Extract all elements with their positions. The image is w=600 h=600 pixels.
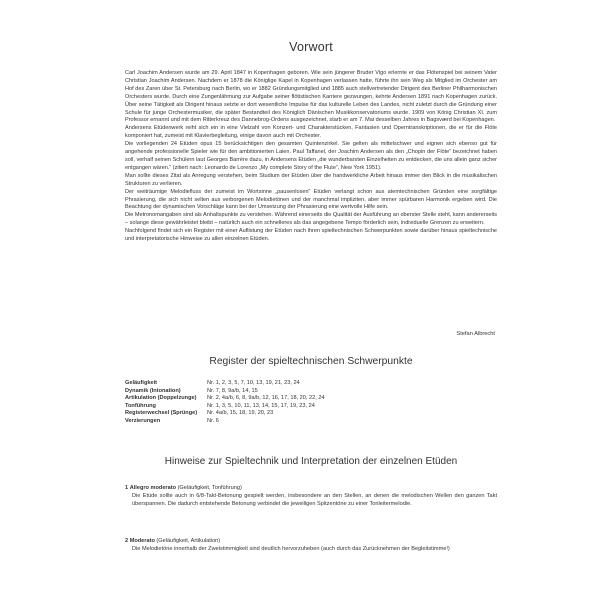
vorwort-paragraph: Nachfolgend findet sich ein Register mit einer Auflistung der Etüden nach ihren spieltechnischen Schwerpunkten sowie darüber hinaus spieltechnische und interpretatorische Hinweise zu allen einzelnen Etüden.	[125, 228, 497, 243]
etude-description: Die Melodietöne innerhalb der Zweistimmigkeit sind deutlich hervorzuheben (auch durch das Zurücknehmen der Begleitstimme!)	[132, 545, 450, 552]
register-label: Artikulation (Doppelzunge)	[125, 395, 197, 402]
register-label: Registerwechsel (Sprünge)	[125, 410, 198, 417]
etude-heading	[125, 485, 497, 493]
register-label: Dynamik (Intonation)	[125, 387, 181, 394]
etude-heading	[125, 538, 497, 546]
vorwort-paragraph: Der weiträumige Melodiefluss der zumeist im Wortsinne „pausenlosen“ Etüden verlangt schon aus atemtechnischen Gründen eine sorgfältige Phrasierung, die sich nicht selten aus verborgenen Melodietönen und der manchmal impliziten, aber immer spürbaren Harmonik ergeben wird. Die Beachtung der dynamischen Vorschläge kann bei der Umsetzung der Phrasierung eine wertvolle Hilfe sein.	[125, 188, 497, 211]
vorwort-paragraph: Man sollte dieses Zitat als Anregung verstehen, beim Studium der Etüden über die handwerkliche Arbeit hinaus immer den Blick in die musikalischen Strukturen zu verlieren.	[125, 172, 497, 187]
vorwort-paragraph: Carl Joachim Andersen wurde am 29. April 1847 in Kopenhagen geboren. Wie sein jüngerer Bruder Vigo erlernte er das Flötenspiel bei seinem Vater Christian Joachim Andersen. Nachdem er 1878 die Königlige Kapel in Kopenhagen verlassen hatte, führte ihn sein Weg als Mitglied im Orchester am Hof des Zaren über St. Petersburg nach Berlin, wo er 1882 Gründungsmitglied und 1885 auch stellvertretender Dirigent des Berliner Philharmonischen Orchesters wurde. Durch eine Zungenlähmung zur Aufgabe seiner flötistischen Karriere gezwungen, kehrte Andersen 1891 nach Kopenhagen zurück. Über seine Tätigkeit als Dirigent hinaus setzte er dort wesentliche Impulse für das kulturelle Leben des Landes, nicht zuletzt durch die Gründung einer Schule für junge Orchestermusiker, die später Bestandteil des Königlich Dänischen Musikkonservatoriums wurde. 1909 von König Christian XI. zum Professor ernannt und mit dem Ritterkreuz des Dannebrog-Ordens ausgezeichnet, starb er am 7. Mai desselben Jahres in Bagsværd bei Kopenhagen.	[125, 70, 497, 124]
register-table	[125, 380, 497, 426]
etude-entry	[125, 538, 497, 554]
vorwort-paragraph: Die vorliegenden 24 Etüden opus 15 berücksichtigen den gesamten Quintenzirkel. Sie gelten als mittelschwer und eignen sich ebenso gut für angehende professionelle Spieler wie für den ambitionierten Laien. Paul Taffanel, der Joachim Andersen als den „Chopin der Flöte“ bezeichnet haben soll, verhalf seinen Schülern laut Georges Barrère dazu, in Andersens Etüden „die wunderbarsten Einzelheiten zu entdecken, die uns allein ganz sicher entgangen wären.“ (zitiert nach: Leonardo de Lorenzo „My complete Story of the Flute“, New York 1951).	[125, 141, 497, 171]
vorwort-body	[125, 70, 497, 244]
etude-tempo: Allegro moderato	[129, 485, 176, 491]
etude-focus: (Geläufigkeit, Artikulation)	[156, 538, 221, 544]
register-label: Verzierungen	[125, 417, 161, 424]
register-row	[125, 410, 497, 418]
register-row	[125, 388, 497, 396]
register-value: Nr. 4a/b, 15, 18, 19, 20, 23	[207, 410, 274, 417]
register-value: Nr. 2, 4a/b, 6, 8, 9a/b, 12, 16, 17, 18, 20, 22, 24	[207, 395, 325, 402]
register-value: Nr. 6	[207, 417, 219, 424]
etude-description: Die Etüde sollte auch in 6/8-Takt-Betonung gespielt werden, insbesondere an den Stellen, an denen die melodischen Wellen den ganzen Takt überspannen. Die dadurch entstehende Betonung verbindet die jeweiligen Spitzentöne zu einer Tonleitermelodie.	[132, 492, 497, 507]
vorwort-title: Vorwort	[289, 40, 333, 54]
register-row	[125, 395, 497, 403]
etude-number: 2	[125, 538, 129, 544]
register-row	[125, 418, 497, 426]
etude-tempo: Moderato	[129, 538, 155, 544]
register-title: Register der spieltechnischen Schwerpunkte	[209, 356, 413, 367]
author-signature: Stefan Albrecht	[456, 331, 495, 337]
register-value: Nr. 1, 2, 3, 5, 7, 10, 13, 19, 21, 23, 24	[207, 380, 300, 386]
register-label: Tonführung	[125, 402, 156, 409]
register-row	[125, 403, 497, 411]
vorwort-paragraph: Andersens Etüdenwerk reiht sich ein in eine Vielzahl von Konzert- und Charakterstücken, Fantasien und Operntranskriptionen, die er für die Flöte komponiert hat, zumeist mit Klavierbegleitung, einige davon auch mit Orchester.	[125, 125, 497, 140]
vorwort-paragraph: Die Metronomangaben sind als Anhaltspunkte zu verstehen. Während einerseits die Qualität der Ausführung an oberster Stelle steht, kann andererseits – solange diese gewährleistet bleibt – natürlich auch ein schnelleres als das angegebene Tempo förderlich sein, individuelle Grenzen zu erweitern.	[125, 212, 497, 227]
register-row	[125, 380, 497, 388]
hinweise-title: Hinweise zur Spieltechnik und Interpretation der einzelnen Etüden	[164, 456, 458, 467]
register-label: Geläufigkeit	[125, 380, 158, 386]
register-value: Nr. 1, 3, 5, 10, 11, 13, 14, 15, 17, 19, 23, 24	[207, 402, 315, 409]
etude-number: 1	[125, 485, 129, 491]
etude-focus: (Geläufigkeit, Tonführung)	[177, 485, 242, 491]
etude-entry	[125, 485, 497, 509]
register-value: Nr. 7, 8, 9a/b, 14, 15	[207, 387, 258, 394]
